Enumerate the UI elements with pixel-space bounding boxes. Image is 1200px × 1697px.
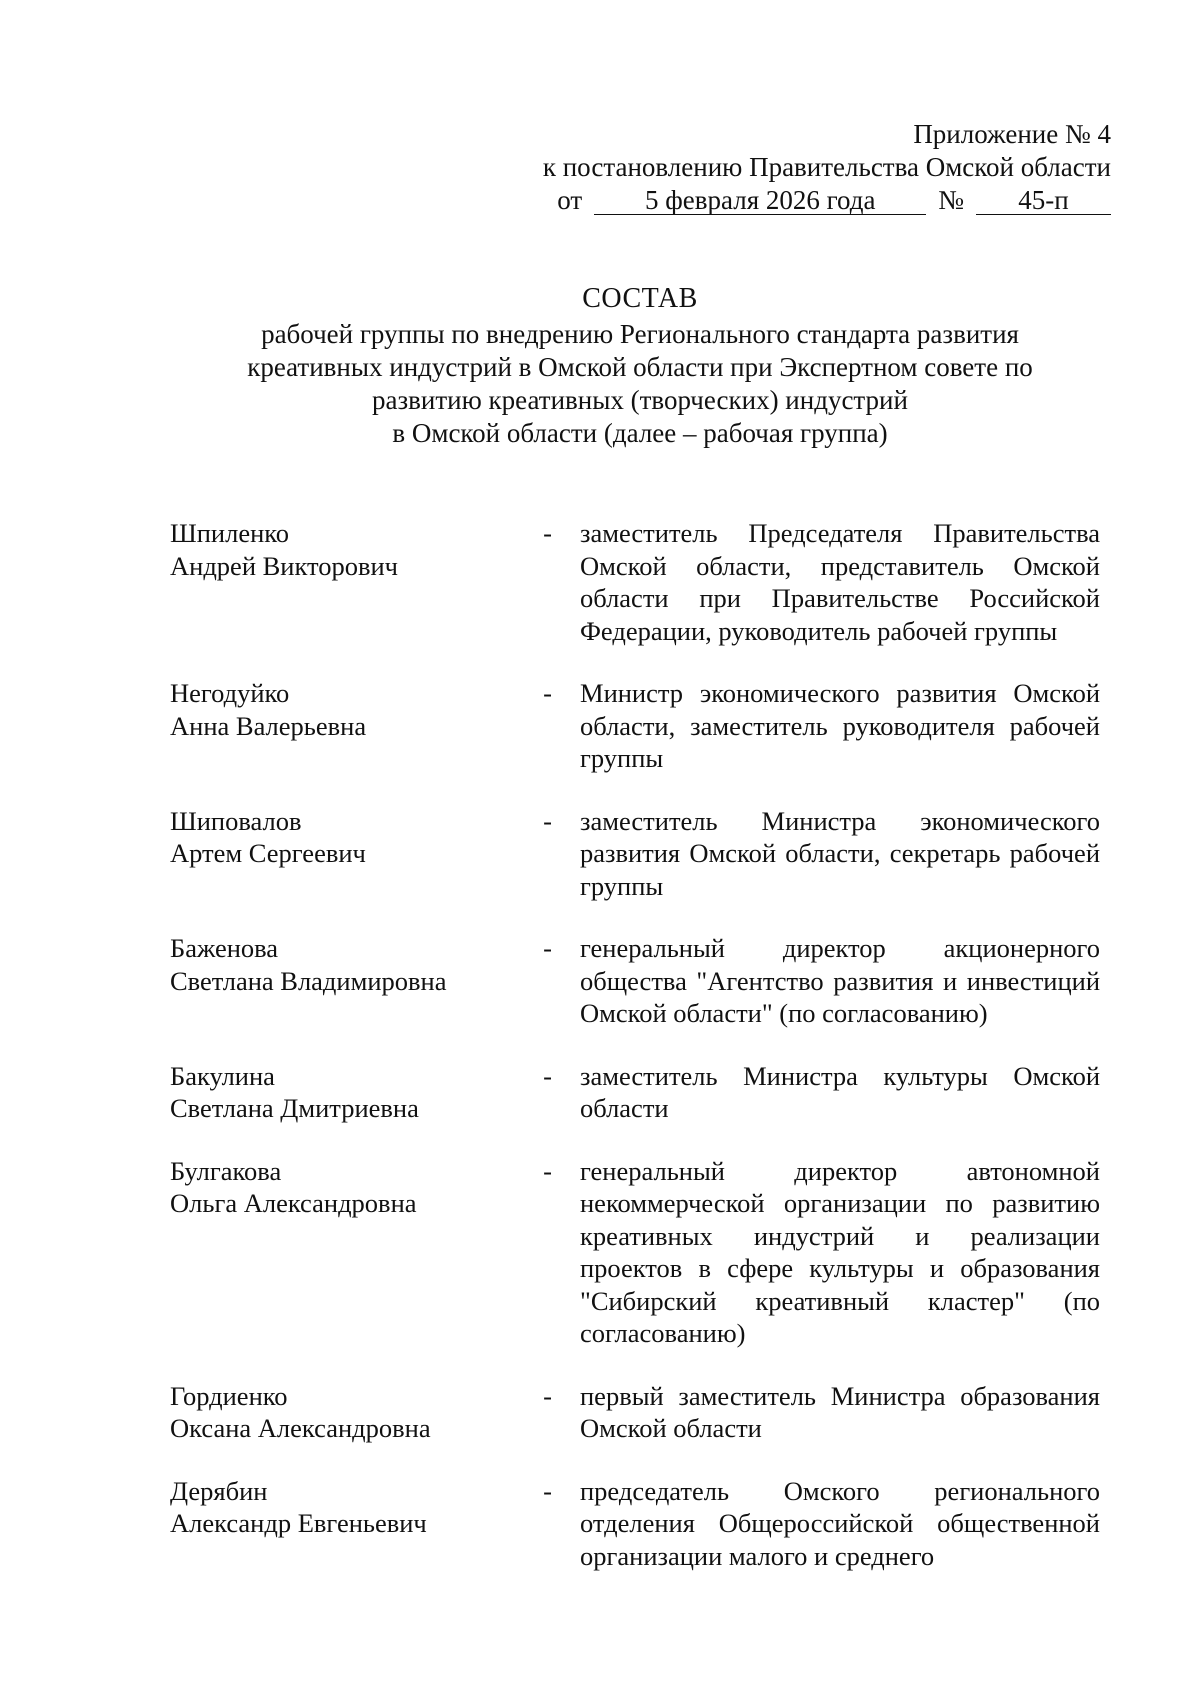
member-row [170, 677, 1100, 775]
member-dash: - [543, 518, 552, 548]
from-label: от [557, 185, 583, 215]
member-role: генеральный директор акционерного общества "Агентство развития и инвестиций Омской области" (по согласованию) [580, 933, 1100, 1028]
member-name [170, 517, 515, 582]
appendix-decree-reference: к постановлению Правительства Омской области [542, 152, 1111, 182]
member-role: Министр экономического развития Омской области, заместитель руководителя рабочей группы [580, 678, 1100, 773]
member-surname: Негодуйко [170, 678, 290, 708]
member-given-name: Ольга Александровна [170, 1188, 417, 1218]
member-row [170, 1060, 1100, 1125]
decree-number: 45-п [976, 186, 1111, 215]
member-role: первый заместитель Министра образования Омской области [580, 1380, 1100, 1443]
member-name [170, 1380, 515, 1445]
member-dash: - [543, 1060, 552, 1091]
title-line-3: развитию креативных (творческих) индустрий [372, 385, 908, 415]
member-surname: Бакулина [170, 1060, 275, 1091]
decree-date-number-line [411, 184, 1111, 217]
members-list [170, 517, 1100, 1602]
member-name [170, 932, 515, 997]
member-given-name: Светлана Дмитриевна [170, 1093, 419, 1123]
member-role: заместитель Министра экономического развития Омской области, секретарь рабочей группы [580, 805, 1100, 901]
member-dash: - [543, 933, 552, 963]
member-given-name: Светлана Владимировна [170, 965, 447, 996]
member-name [170, 1060, 515, 1125]
member-dash: - [543, 805, 552, 836]
member-given-name: Александр Евгеньевич [170, 1508, 427, 1538]
member-dash: - [543, 1155, 552, 1186]
member-surname: Дерябин [170, 1475, 268, 1506]
member-given-name: Андрей Викторович [170, 550, 399, 581]
member-role: заместитель Председателя Правительства Омской области, представитель Омской области при Правительстве Российской Федерации, руководитель рабочей группы [580, 518, 1100, 646]
member-surname: Баженова [170, 933, 279, 963]
member-dash: - [543, 678, 552, 708]
member-name [170, 805, 515, 870]
member-surname: Шиповалов [170, 805, 302, 836]
decree-date: 5 февраля 2026 года [594, 186, 926, 215]
member-name [170, 677, 515, 742]
title-line-4: в Омской области (далее – рабочая группа) [392, 418, 888, 448]
member-surname: Шпиленко [170, 518, 290, 548]
appendix-number: Приложение № 4 [913, 119, 1111, 149]
title-main: СОСТАВ [582, 283, 698, 314]
member-row [170, 932, 1100, 1030]
member-dash: - [543, 1475, 552, 1506]
member-row [170, 1475, 1100, 1573]
member-given-name: Артем Сергеевич [170, 838, 366, 868]
member-given-name: Анна Валерьевна [170, 710, 367, 741]
number-label: № [938, 185, 964, 215]
member-row [170, 805, 1100, 903]
member-row [170, 517, 1100, 647]
member-dash: - [543, 1380, 552, 1411]
member-role: генеральный директор автономной некоммерческой организации по развитию креативных индустрий и реализации проектов в сфере культуры и образования "Сибирский креативный кластер" (по согласованию) [580, 1155, 1100, 1348]
member-given-name: Оксана Александровна [170, 1413, 431, 1443]
member-name [170, 1475, 515, 1540]
member-name [170, 1155, 515, 1220]
member-surname: Булгакова [170, 1155, 282, 1186]
member-surname: Гордиенко [170, 1380, 288, 1411]
appendix-header [411, 118, 1111, 217]
member-row [170, 1155, 1100, 1350]
document-title [160, 282, 1120, 450]
title-line-1: рабочей группы по внедрению Регионального стандарта развития [261, 319, 1019, 349]
member-row [170, 1380, 1100, 1445]
member-role: председатель Омского регионального отделения Общероссийской общественной организации малого и среднего [580, 1475, 1100, 1571]
member-role: заместитель Министра культуры Омской области [580, 1060, 1100, 1123]
title-line-2: креативных индустрий в Омской области при Экспертном совете по [247, 352, 1033, 382]
